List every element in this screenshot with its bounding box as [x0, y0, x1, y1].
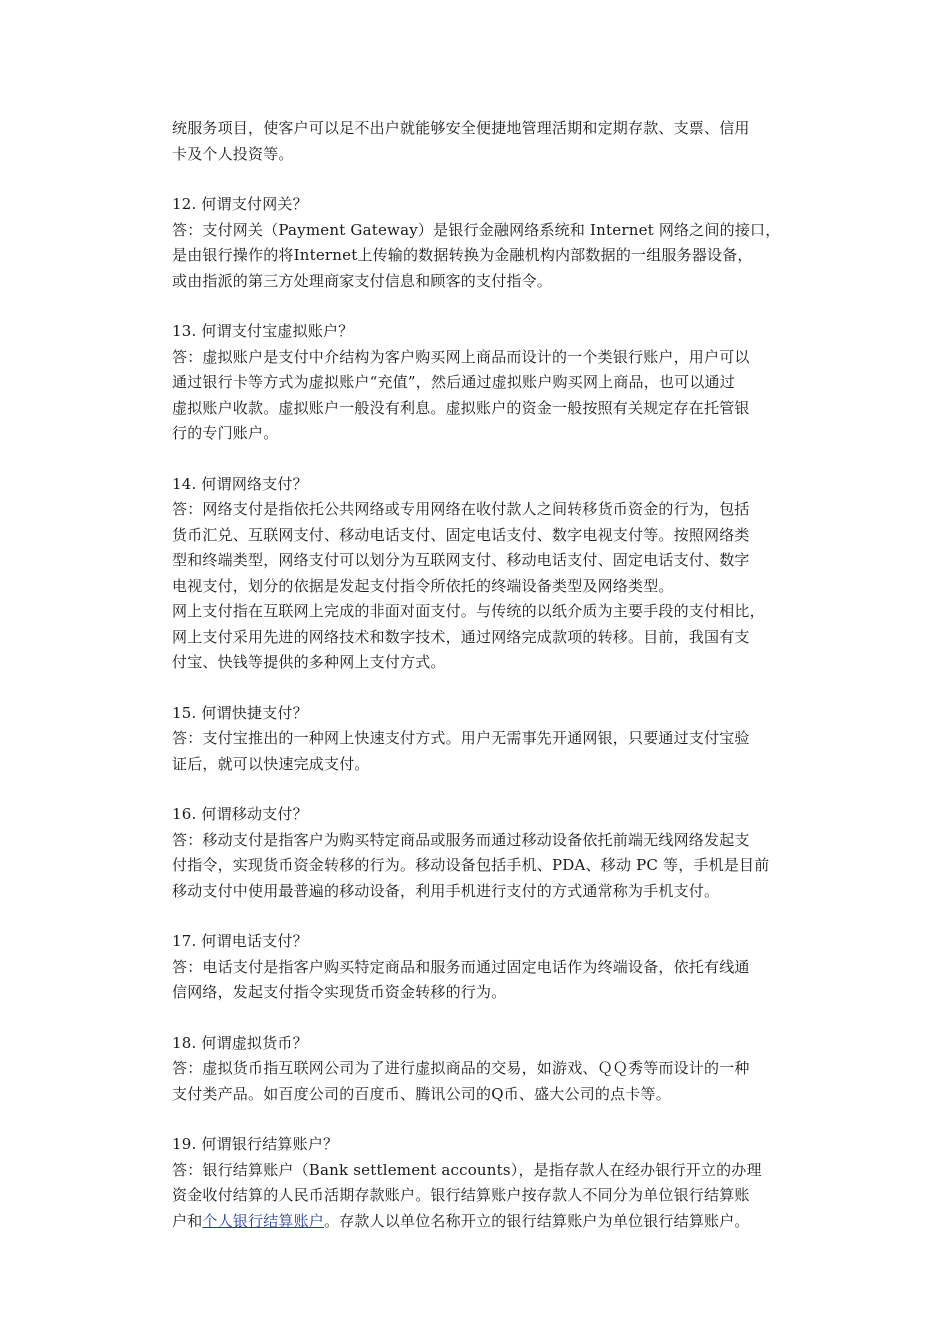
- question-title: 16. 何谓移动支付？: [172, 805, 308, 823]
- answer-line: 答：虚拟账户是支付中介结构为客户购买网上商品而设计的一个类银行账户，用户可以: [172, 347, 750, 366]
- faq-item-15: [172, 701, 812, 778]
- answer-line: 通过银行卡等方式为虚拟账户“充值”，然后通过虚拟账户购买网上商品，也可以通过: [172, 373, 735, 391]
- document-page: [172, 116, 812, 1259]
- faq-item-16: [172, 802, 812, 904]
- answer-line: 移动支付中使用最普遍的移动设备，利用手机进行支付的方式通常称为手机支付。: [172, 881, 720, 900]
- answer-line: 答：网络支付是指依托公共网络或专用网络在收付款人之间转移货币资金的行为，包括: [172, 500, 750, 518]
- answer-line: 网上支付指在互联网上完成的非面对面支付。与传统的以纸介质为主要手段的支付相比，: [172, 602, 765, 620]
- answer-line-with-link: [172, 1209, 812, 1235]
- text-line: 卡及个人投资等。: [172, 144, 294, 163]
- faq-item-17: [172, 929, 812, 1006]
- answer-line: 答：移动支付是指客户为购买特定商品或服务而通过移动设备依托前端无线网络发起支: [172, 830, 750, 849]
- intro-paragraph: [172, 116, 812, 167]
- answer-line: 答：虚拟货币指互联网公司为了进行虚拟商品的交易，如游戏、ＱＱ秀等而设计的一种: [172, 1059, 750, 1077]
- question-title: 13. 何谓支付宝虚拟账户？: [172, 322, 354, 340]
- faq-item-13: [172, 319, 812, 447]
- answer-line: 或由指派的第三方处理商家支付信息和顾客的支付指令。: [172, 271, 553, 290]
- faq-item-19: [172, 1132, 812, 1234]
- answer-line: 证后，就可以快速完成支付。: [172, 754, 370, 773]
- answer-text-suffix: 。存款人以单位名称开立的银行结算账户为单位银行结算账户。: [324, 1211, 750, 1230]
- answer-line: 网上支付采用先进的网络技术和数字技术，通过网络完成款项的转移。目前，我国有支: [172, 627, 750, 646]
- answer-line: 答：电话支付是指客户购买特定商品和服务而通过固定电话作为终端设备，依托有线通: [172, 957, 750, 976]
- answer-line: 答：支付网关（Payment Gateway）是银行金融网络系统和 Internet 网络之间的接口，: [172, 220, 781, 239]
- answer-line: 货币汇兑、互联网支付、移动电话支付、固定电话支付、数字电视支付等。按照网络类: [172, 525, 750, 544]
- question-title: 14. 何谓网络支付？: [172, 474, 308, 493]
- question-title: 15. 何谓快捷支付？: [172, 703, 308, 722]
- answer-line: 资金收付结算的人民币活期存款账户。银行结算账户按存款人不同分为单位银行结算账: [172, 1186, 750, 1204]
- answer-line: 信网络，发起支付指令实现货币资金转移的行为。: [172, 983, 507, 1001]
- question-title: 19. 何谓银行结算账户？: [172, 1135, 339, 1153]
- faq-item-18: [172, 1031, 812, 1108]
- answer-line: 答：支付宝推出的一种网上快速支付方式。用户无需事先开通网银，只要通过支付宝验: [172, 729, 750, 747]
- answer-line: 行的专门账户。: [172, 424, 279, 442]
- answer-line: 答：银行结算账户（Bank settlement accounts），是指存款人在经办银行开立的办理: [172, 1160, 762, 1179]
- answer-line: 付指令，实现货币资金转移的行为。移动设备包括手机、PDA、移动 PC 等，手机是目前: [172, 856, 770, 874]
- answer-text-prefix: 户和: [172, 1211, 203, 1230]
- answer-line: 是由银行操作的将Internet上传输的数据转换为金融机构内部数据的一组服务器设备，: [172, 246, 753, 264]
- question-title: 17. 何谓电话支付？: [172, 932, 308, 950]
- answer-line: 虚拟账户收款。虚拟账户一般没有利息。虚拟账户的资金一般按照有关规定存在托管银: [172, 398, 750, 417]
- faq-item-14: [172, 472, 812, 676]
- personal-bank-account-link[interactable]: 个人银行结算账户: [202, 1211, 325, 1230]
- answer-line: 电视支付，划分的依据是发起支付指令所依托的终端设备类型及网络类型。: [172, 576, 674, 595]
- question-title: 12. 何谓支付网关？: [172, 195, 308, 213]
- answer-line: 型和终端类型，网络支付可以划分为互联网支付、移动电话支付、固定电话支付、数字: [172, 551, 750, 569]
- question-title: 18. 何谓虚拟货币？: [172, 1033, 308, 1052]
- answer-line: 支付类产品。如百度公司的百度币、腾讯公司的Q币、盛大公司的点卡等。: [172, 1084, 671, 1103]
- text-line: 统服务项目，使客户可以足不出户就能够安全便捷地管理活期和定期存款、支票、信用: [172, 119, 750, 137]
- faq-item-12: [172, 192, 812, 294]
- answer-line: 付宝、快钱等提供的多种网上支付方式。: [172, 653, 446, 671]
